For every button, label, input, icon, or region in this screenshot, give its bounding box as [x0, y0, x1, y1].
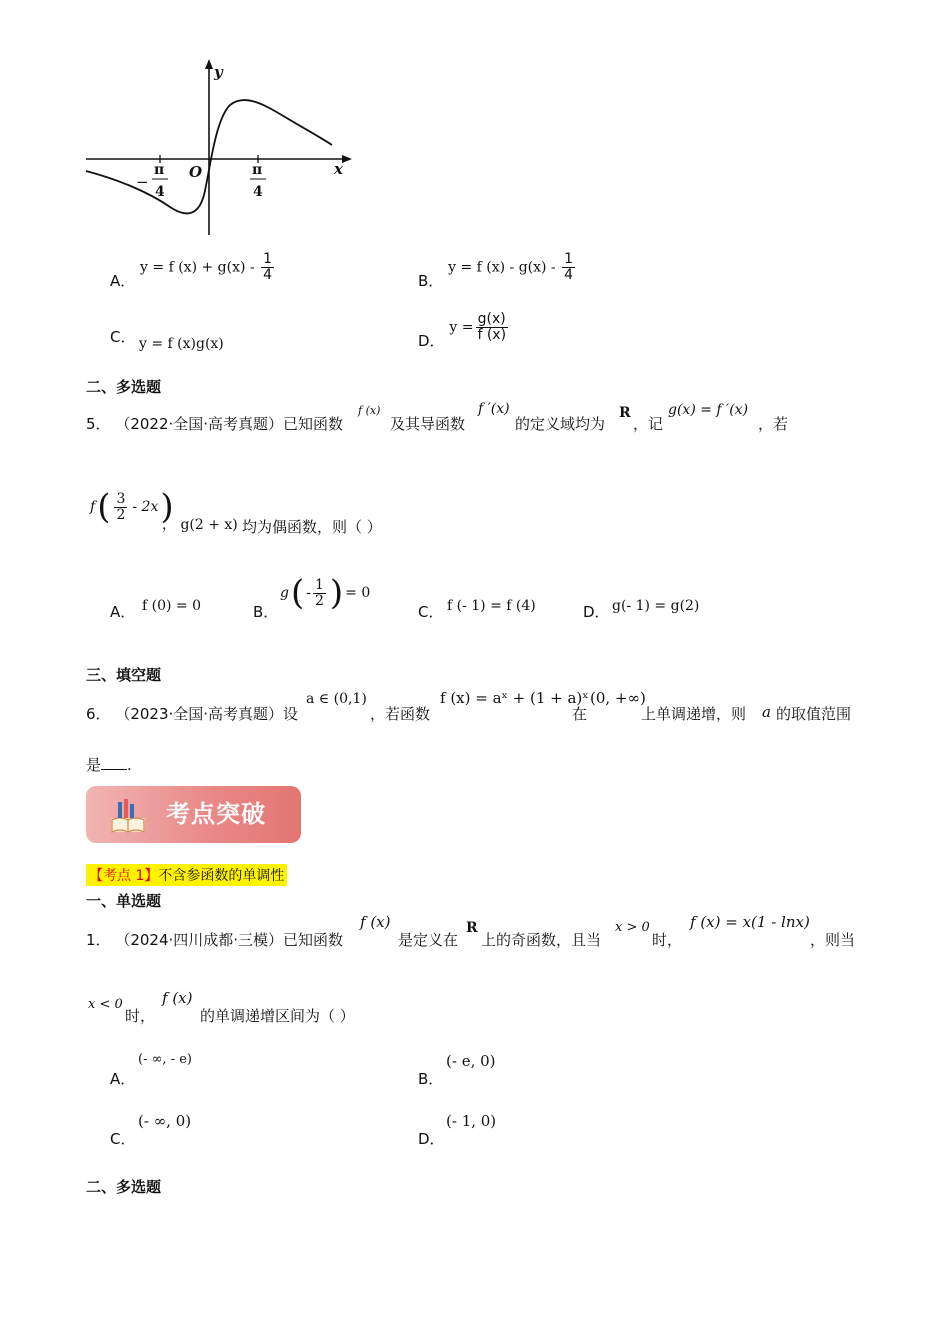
q1-option-c-letter: C． — [110, 1130, 136, 1148]
q6-text2: 在 — [572, 705, 588, 723]
tick-neg-four: 4 — [155, 184, 165, 200]
q5-R: R — [619, 405, 631, 421]
banner-title: 考点突破 — [166, 800, 266, 828]
q1-fx: f (x) — [360, 913, 391, 931]
y-axis-arrow — [205, 59, 213, 69]
q4-option-b[interactable] — [418, 251, 577, 290]
origin-label: O — [189, 163, 203, 181]
q5-line1 — [86, 413, 343, 434]
q5-line2-g: ， g(2 + x) — [162, 517, 238, 533]
q1-line2-text2: 的单调递增区间为（ ） — [200, 1007, 355, 1025]
q6-text1: ，若函数 — [370, 705, 431, 723]
q4-option-b-expr: y = f (x) - g(x) - — [448, 259, 561, 276]
q1-option-d-letter: D． — [418, 1130, 445, 1148]
section-banner — [86, 786, 301, 843]
q5-option-c[interactable] — [418, 601, 443, 622]
x-axis-arrow — [342, 155, 352, 163]
q1-cond: x > 0 — [615, 920, 650, 935]
q5-number: 5． — [86, 415, 111, 433]
q4-option-d-left: y = — [449, 319, 474, 336]
q4-option-a[interactable] — [110, 251, 276, 290]
q1-text4: ，则当 — [810, 931, 856, 949]
q5-option-c-expr: f (- 1) = f (4) — [447, 598, 536, 614]
tick-neg-pi: π — [154, 162, 165, 178]
q4-option-a-letter: A． — [110, 271, 136, 290]
q6-text3: 上单调递增，则 — [641, 705, 747, 723]
q1-option-c[interactable] — [110, 1128, 135, 1149]
tick-pos-four: 4 — [253, 184, 263, 200]
section-title-multi-choice: 二、多选题 — [86, 378, 162, 396]
section-title-multi-choice-2: 二、多选题 — [86, 1178, 162, 1196]
q6-source: （2023·全国·高考真题）设 — [115, 705, 299, 723]
q1-source: （2024·四川成都·三模）已知函数 — [115, 931, 344, 949]
section-title-fill-blank: 三、填空题 — [86, 666, 162, 684]
q1-text1: 是定义在 — [398, 931, 459, 949]
q1-option-c-expr: (- ∞, 0) — [138, 1112, 192, 1130]
q6-number: 6． — [86, 705, 111, 723]
q6-interval: (0, +∞) — [590, 689, 646, 707]
q4-option-d[interactable] — [418, 311, 510, 350]
q4-option-d-letter: D． — [418, 331, 445, 350]
q5-source: （2022·全国·高考真题）已知函数 — [115, 415, 344, 433]
q5-text2: 的定义域均为 — [515, 415, 606, 433]
q4-option-c[interactable] — [110, 326, 135, 347]
tick-pos-pi: π — [252, 162, 263, 178]
q1-number: 1． — [86, 931, 111, 949]
q1-line2-f: f (x) — [162, 989, 193, 1007]
q5-option-c-letter: C． — [418, 603, 444, 621]
q1-def: f (x) = x(1 - lnx) — [690, 913, 810, 931]
q1-option-a-expr: (- ∞, - e) — [138, 1052, 192, 1067]
q4-option-c-letter: C． — [110, 328, 136, 346]
q6-line1 — [86, 703, 298, 724]
q6-text4: 的取值范围 — [776, 705, 852, 723]
q6-line2: 是 . — [86, 756, 132, 774]
q5-option-d-letter: D． — [583, 603, 610, 621]
q5-option-a[interactable] — [110, 601, 135, 622]
q5-option-a-letter: A． — [110, 603, 136, 621]
q4-option-a-frac: $\frac{1}{4}$ — [263, 251, 273, 283]
q6-func: f (x) = aˣ + (1 + a)ˣ — [440, 689, 589, 707]
q5-option-a-expr: f (0) = 0 — [142, 598, 202, 614]
q5-option-d[interactable] — [583, 601, 610, 622]
q5-g-def: g(x) = f ′(x) — [668, 402, 749, 418]
q5-option-b-letter: B． — [253, 603, 279, 621]
q1-line2-text1: 时， — [125, 1007, 156, 1025]
q1-option-a-letter: A． — [110, 1070, 136, 1088]
q1-option-d-expr: (- 1, 0) — [446, 1112, 497, 1130]
q6-a-in: a ∈ (0,1) — [306, 691, 367, 707]
q5-line2-tail: 均为偶函数，则（ ） — [242, 518, 382, 536]
q1-option-b[interactable] — [418, 1068, 443, 1089]
x-axis-label: x — [334, 160, 343, 178]
q4-option-b-letter: B． — [418, 271, 444, 290]
book-icon — [108, 796, 148, 836]
q4-option-d-frac: $\frac{g(x)}{f (x)}$ — [477, 311, 507, 343]
q5-line2-expr: f ( $\frac{3}{2}$ - 2x ) — [90, 487, 174, 527]
q5-text1: 及其导函数 — [390, 415, 466, 433]
q1-line2-cond: x < 0 — [88, 997, 123, 1012]
q1-option-b-expr: (- e, 0) — [446, 1052, 496, 1070]
q4-option-b-frac: $\frac{1}{4}$ — [564, 251, 574, 283]
topic-title: 不含参函数的单调性 — [158, 868, 285, 884]
q5-text3: ，记 — [633, 415, 664, 433]
q1-option-b-letter: B． — [418, 1070, 444, 1088]
q5-option-b[interactable] — [253, 601, 278, 622]
neg-sign: − — [136, 173, 149, 191]
q4-option-c-expr: y = f (x)g(x) — [139, 336, 224, 352]
q6-answer-blank[interactable] — [101, 755, 127, 770]
q1-option-d[interactable] — [418, 1128, 445, 1149]
q4-option-a-expr: y = f (x) + g(x) - — [140, 259, 260, 276]
q1-text3: 时， — [652, 931, 683, 949]
q6-a: a — [762, 703, 771, 721]
q1-option-a[interactable] — [110, 1068, 135, 1089]
q1-line1 — [86, 929, 343, 950]
section-title-single-choice: 一、单选题 — [86, 892, 162, 910]
q5-text4: ，若 — [758, 415, 789, 433]
q5-fx: f (x) — [358, 404, 381, 417]
function-graph — [80, 55, 360, 240]
y-axis-label: y — [214, 63, 223, 81]
q1-text2: 上的奇函数，且当 — [481, 931, 602, 949]
q5-option-b-expr: g ( - $\frac{1}{2}$ ) = 0 — [280, 573, 371, 613]
q5-option-d-expr: g(- 1) = g(2) — [612, 598, 700, 614]
topic-bracket-label: 【考点 1】 — [89, 868, 159, 884]
topic-tag — [86, 864, 287, 886]
q1-R: R — [466, 920, 478, 936]
q5-fprime: f ′(x) — [478, 401, 510, 417]
